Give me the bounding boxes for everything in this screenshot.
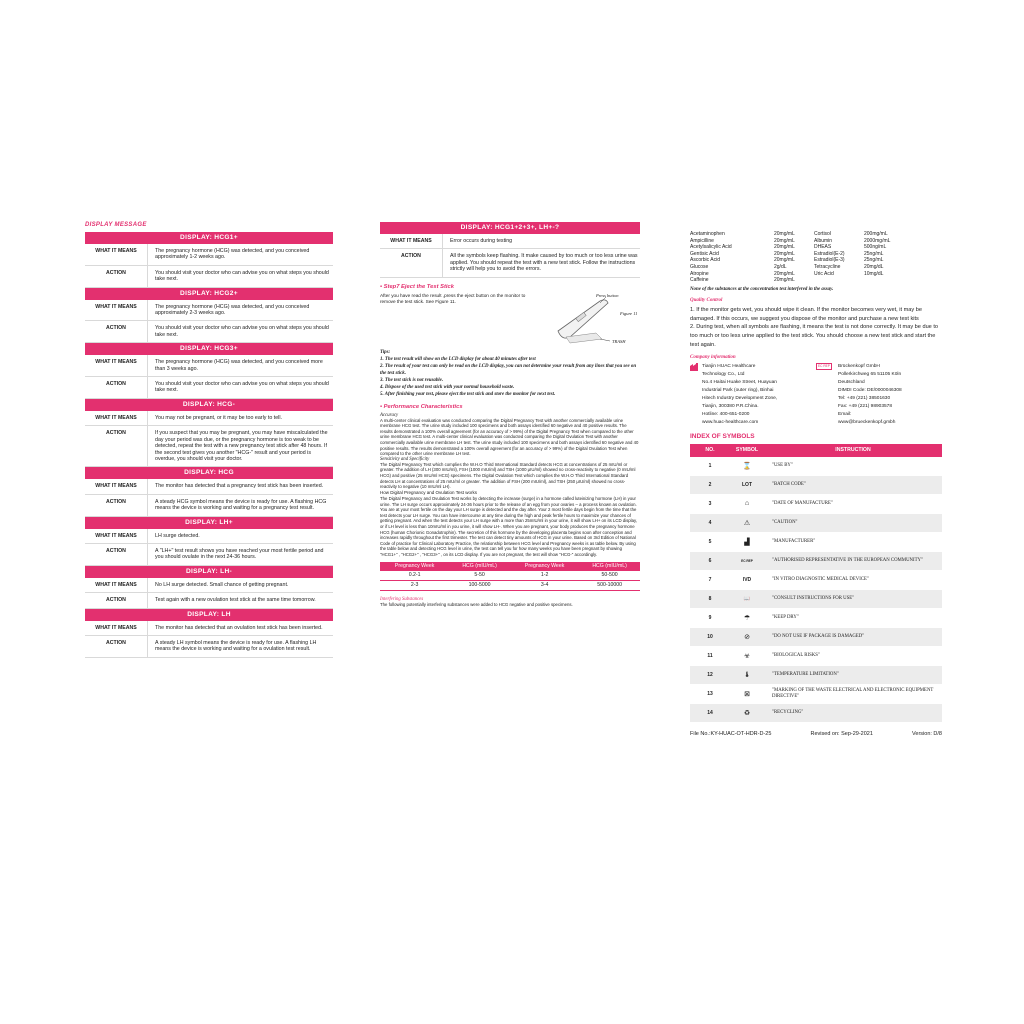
substance-cell: 20mg/mL (774, 231, 795, 237)
revised-date: Revised on: Sep-29-2021 (810, 730, 873, 737)
substance-cell: 20mg/mL (774, 270, 795, 277)
company-line: Industrial Park (outer ring), Binhai (702, 387, 774, 393)
block-header: DISPLAY: HCG1+ (85, 232, 333, 244)
display-blocks (85, 232, 333, 658)
means-text: The pregnancy hormone (HCG) was detected, and you conceived approximately 2-3 weeks ago. (155, 303, 310, 317)
substance-cell: 20mg/mL (774, 257, 795, 264)
symbol-instruction: "RECYCLING" (764, 703, 942, 722)
symbol-instruction: "CONSULT INSTRUCTIONS FOR USE" (764, 589, 942, 608)
interfering-title: Interfering Substances (380, 596, 424, 602)
company-title: Company information (690, 354, 736, 360)
means-label: WHAT IT MEANS (85, 355, 148, 376)
symbol-instruction: "BATCH CODE" (764, 475, 942, 494)
table-cell: 500-10000 (579, 580, 640, 590)
symbol-instruction: "KEEP DRY" (764, 608, 942, 627)
symbol-number: 11 (690, 646, 730, 665)
substance-cell (864, 277, 942, 284)
symbol-icon: ☂ (730, 608, 764, 627)
pregnancy-week-table (380, 562, 640, 591)
how-text: The Digital Pregnancy and Ovulation Test works by detecting the increase (surge) in a hormone called luteinizing hormone (LH) in your urine. The LH surge occurs approximately 24-36 hours prior to the release of an egg from your ovaries – a process known as ovulation. You are at your most fertile on the day your LH surge is detected and the day after. Your 2 most fertile days begin from the time that the test detects your LH surge. You can have intercourse at any time during the high and peak fertile hours to maximize your chances of getting pregnant. And when the test detects your LH surge with a more than 25mIU/ml in your urine, it will show LH+ on its LCD display, or if LH level is less than 10mIU/ml in you urine, it will show LH-. When you are pregnant, your body produces the pregnancy hormone HCG (human Chorionic Gonadotrophin). The secretion of this hormone by the developing placenta begins soon after conception and increases rapidly throughout the first trimester. The test can detect tiny amounts of HCG in your urine. Based on 3rd Edition of National Code of practice for Clinical Laboratory Practice, the relationship between HCG level and Pregnancy weeks is as table below. By using the table below and detecting HCG level in urine, the test can tell you for how many weeks you have been pregnant by showing "HCG1+" , "HCG2+" , "HCG3+" , on its LCD display. If you are not pregnant, the test will show "HCG-" accordingly. (380, 496, 638, 557)
symbol-row (690, 475, 942, 494)
means-label: WHAT IT MEANS (85, 621, 148, 635)
right-column (690, 231, 942, 737)
means-text: LH surge detected. (155, 532, 200, 539)
action-label: ACTION (380, 249, 443, 276)
substance-cell (814, 277, 864, 284)
substance-cell: Atropine (690, 270, 709, 277)
symbol-icon: LOT (730, 475, 764, 494)
block-header: DISPLAY: HCG3+ (85, 343, 333, 355)
ec-rep-label: EC REP (818, 363, 830, 368)
substance-cell: Tetracycline (814, 263, 841, 270)
means-text: The pregnancy hormone (HCG) was detected, and you conceived approximately 1-2 weeks ago. (155, 248, 310, 261)
substance-cell: 20mg/dL (864, 263, 884, 270)
company-line: Tel: +49 (221) 38501630 (838, 395, 891, 401)
action-row (85, 426, 333, 467)
substance-cell: Glucose (690, 263, 709, 270)
symbol-row (690, 494, 942, 513)
version: Version: D/8 (912, 730, 942, 737)
symbol-number: 8 (690, 589, 730, 608)
symbol-icon: ⚠ (730, 513, 764, 532)
symbol-row (690, 457, 942, 476)
substance-cell: Cortisol (814, 231, 831, 237)
figure-label-press: Press button (596, 292, 619, 298)
action-label: ACTION (85, 495, 148, 516)
symbol-row (690, 570, 942, 589)
symbol-row (690, 608, 942, 627)
display-block (85, 399, 333, 467)
means-row (85, 244, 333, 266)
action-label: ACTION (85, 321, 148, 342)
substance-cell: Acetylsalicylic Acid (690, 244, 732, 251)
symbol-number: 3 (690, 494, 730, 513)
means-text: The monitor has detected that an ovulation test stick has been inserted. (155, 624, 323, 631)
symbol-icon: ⊠ (730, 684, 764, 703)
section-title: DISPLAY MESSAGE (85, 222, 147, 228)
action-text: You should visit your doctor who can advise you on what steps you should take next. (155, 381, 329, 394)
symbol-number: 14 (690, 703, 730, 722)
symbols-header-cell: INSTRUCTION (764, 444, 942, 457)
symbol-row (690, 646, 942, 665)
accuracy-title: Accuracy (380, 412, 399, 418)
symbol-number: 9 (690, 608, 730, 627)
symbol-number: 10 (690, 627, 730, 646)
substance-cell: Gentisic Acid (690, 250, 719, 257)
perf-title-text: Performance Characteristics (383, 403, 463, 410)
table-cell: 5-50 (449, 571, 510, 581)
symbol-row (690, 513, 942, 532)
none-note: None of the substances at the concentration test interfered in the assay. (690, 286, 834, 292)
table-cell: 50-500 (579, 571, 640, 581)
company-line: Tianjin HUAC Healthcare (702, 363, 756, 369)
symbol-number: 12 (690, 665, 730, 684)
symbol-number: 7 (690, 570, 730, 589)
table-cell: 1-2 (510, 571, 579, 581)
company-line: www.huac-healthcare.com (702, 419, 759, 425)
symbols-table-body (690, 457, 942, 723)
symbols-header-cell: SYMBOL (730, 444, 764, 457)
action-label: ACTION (85, 636, 148, 657)
company-info (690, 363, 942, 427)
substance-cell: 20mg/mL (774, 277, 795, 284)
substance-cell: Albumin (814, 237, 833, 244)
display-block (85, 467, 333, 516)
symbol-icon: ⌛ (730, 457, 764, 476)
error-block (380, 222, 640, 278)
action-text: A "LH+" test result shows you have reached your most fertile period and you should ovulate in the next 24-36 hours. (155, 547, 324, 561)
means-label: WHAT IT MEANS (85, 411, 148, 425)
symbol-instruction: "BIOLOGICAL RISKS" (764, 646, 942, 665)
display-block (85, 288, 333, 344)
symbol-instruction: "AUTHORISED REPRESENTATIVE IN THE EUROPEAN COMMUNITY" (764, 551, 942, 570)
symbol-number: 2 (690, 475, 730, 494)
company-line: Deutschland (838, 379, 865, 385)
table-cell: 0.2-1 (380, 571, 449, 581)
qc-text-1: 1. If the monitor gets wet, you should wipe it clean. If the monitor becomes very wet, it may be damaged. If this occurs, we suggest you dispose of the monitor and purchase a new test kits (690, 306, 922, 322)
symbol-instruction: "DO NOT USE IF PACKAGE IS DAMAGED" (764, 627, 942, 646)
perf-title: • Performance Characteristics (380, 403, 463, 410)
means-row (85, 529, 333, 544)
ec-rep-icon (816, 363, 838, 427)
company-line: Hitech Industry Development Zone, (702, 395, 778, 401)
substance-cell: Estradiol(E-2) (814, 250, 845, 257)
symbol-instruction: "MANUFACTURER" (764, 532, 942, 551)
symbol-icon: ☣ (730, 646, 764, 665)
means-text: Error occurs during testing (450, 238, 513, 244)
means-row (85, 411, 333, 426)
symbol-icon: 🌡 (730, 665, 764, 684)
action-row (85, 593, 333, 608)
manufacturer-lines (702, 363, 777, 427)
block-header: DISPLAY: HCG- (85, 399, 333, 411)
action-text: A steady LH symbol means the device is ready for use. A flashing LH means the device is working and waiting for a ovulation test result. (155, 639, 317, 653)
display-block (85, 343, 333, 399)
tip-item: 2. The result of your test can only be read on the LCD display, you can not determine your result from any lines that you see on the test stick. (380, 363, 637, 376)
means-row (85, 355, 333, 377)
symbol-icon: IVD (730, 570, 764, 589)
substance-cell: DHEAS (814, 244, 832, 251)
pregnancy-table-header (380, 562, 640, 571)
block-header: DISPLAY: HCG2+ (85, 288, 333, 300)
tip-item: 1. The test result will show on the LCD display for about 40 minutes after test (380, 356, 536, 362)
company-line: DIMDI Code: DE/0000046308 (838, 387, 902, 393)
step7-section (380, 293, 640, 347)
company-line: Fax: +49 (221) 98903578 (838, 403, 893, 409)
symbol-row (690, 665, 942, 684)
action-text: Test again with a new ovulation test stick at the same time tomorrow. (155, 597, 316, 604)
symbol-number: 4 (690, 513, 730, 532)
means-label: WHAT IT MEANS (85, 578, 148, 592)
block-header: DISPLAY: HCG1+2+3+, LH+-? (380, 222, 640, 234)
symbol-row (690, 589, 942, 608)
table-cell: 3-4 (510, 580, 579, 590)
accuracy-text: A multi-center clinical evaluation was conducted comparing the Digital Pregnancy Test with another commercially available urine membrane HCG test. The urine study included 100 specimens and both assays identified 60 negative and 40 positive results. The results demonstrated a 100% overall agreement (for an accuracy of > 99%) of the Digital Pregnancy Test when compared to the other urine membrane HCG test. A multi-center clinical evaluation was conducted comparing the Digital Ovulation Test with another commercially available urine membrane LH test. The urine study included 100 specimens and both assays identified 60 negative and 40 positive results. The results demonstrated a 100% overall agreement (for an accuracy of > 99%) of the Digital Ovulation Test when compared to the other urine membrane LH test. (380, 417, 639, 457)
sensitivity-text: The Digital Pregnancy Test which complies the W.H.O Third International Standard detects HCG at concentrations of 25 mIU/ml or greater. The addition of LH (300 mIU/ml), FSH (1000 mIU/ml) and TSH (1000 μIU/ml) showed no cross-reactivity to negative (0 mIU/ml HCG) and positive (25 mIU/ml HCG) specimens. The Digital Ovulation Test which complies the W.H.O Third International Standard detects LH at concentrations of 25 mIU/ml or greater. The addition of FSH (200 mIU/ml), and TSH (250 μIU/ml) showed no cross-reactivity to negative (10 mIU/ml LH). (380, 461, 636, 490)
symbol-row (690, 551, 942, 570)
substance-cell: 2g/dL (774, 263, 787, 270)
means-text: No LH surge detected. Small chance of getting pregnant. (155, 581, 289, 588)
action-row (85, 495, 333, 517)
sensitivity-title: Sensitivity and Specificity (380, 456, 430, 462)
symbol-number: 1 (690, 457, 730, 476)
action-label: ACTION (85, 426, 148, 466)
substance-cell: 20mg/mL (774, 237, 795, 244)
manufacturer-info (690, 363, 816, 427)
company-line: Pollerkirchweg 65 51105 Köln (838, 371, 902, 377)
step7-title: • Step7 Eject the Test Stick (380, 283, 454, 290)
action-row (85, 321, 333, 343)
substance-cell: 10mg/dL (864, 270, 884, 277)
symbol-instruction: "USE BY" (764, 457, 942, 476)
means-text: The pregnancy hormone (HCG) was detected, and you conceived more than 3 weeks ago. (155, 359, 323, 372)
display-block (85, 517, 333, 566)
tip-item: 5. After finishing your test, please eject the test stick and store the monitor for next test. (380, 391, 556, 397)
action-row (85, 377, 333, 399)
substance-cell: Ampicilline (690, 237, 714, 244)
figure-11 (540, 293, 640, 347)
substance-cell: 25ng/mL (864, 250, 884, 257)
action-row (85, 636, 333, 658)
company-line: Brückenkopf GmbH (838, 363, 880, 369)
symbol-icon: 📖 (730, 589, 764, 608)
table-row (380, 580, 640, 590)
company-line: Hotline: 400-651-0200 (702, 411, 750, 417)
action-text: You should visit your doctor who can advise you on what steps you should take next. (155, 325, 329, 338)
substance-cell: Acetaminophen (690, 231, 725, 237)
tip-item: 3. The test stick is not reusable. (380, 377, 444, 383)
manufacturer-icon (690, 363, 702, 427)
action-text: A steady HCG symbol means the device is ready for use. A flashing HCG means the device is working and waiting for a pregnancy test result. (155, 498, 327, 512)
symbol-row (690, 532, 942, 551)
substance-cell: 20mg/mL (774, 250, 795, 257)
symbol-number: 6 (690, 551, 730, 570)
symbols-header-cell: NO. (690, 444, 730, 457)
display-block (85, 566, 333, 609)
action-label: ACTION (85, 266, 148, 287)
substance-cell: Uric Acid (814, 270, 834, 277)
means-label: WHAT IT MEANS (85, 300, 148, 321)
index-title: INDEX OF SYMBOLS (690, 432, 755, 440)
action-label: ACTION (85, 544, 148, 565)
ec-rep-lines (838, 363, 902, 427)
means-row (85, 300, 333, 322)
symbol-icon: ♻ (730, 703, 764, 722)
tips-list (380, 356, 640, 398)
company-line: Tianjin, 300380 P.R.China. (702, 403, 759, 409)
substance-cell: 2000mg/mL (864, 237, 891, 244)
company-line: No.4 Haitai Huake Street, Huayuan (702, 379, 777, 385)
substance-cell: Estradiol(E-3) (814, 257, 845, 264)
display-block (85, 232, 333, 288)
block-header: DISPLAY: LH+ (85, 517, 333, 529)
substance-cell: 20mg/mL (774, 244, 795, 251)
middle-column (380, 222, 640, 608)
action-text: If you suspect that you may be pregnant, you may have miscalculated the day your period was due, or the pregnancy hormone is too weak to be detected, repeat the test with a new pregnancy test stick after 48 hours. If the second test gives you another "HCG-" result and your period is overdue, you should visit your doctor. (155, 430, 328, 462)
table-row (380, 571, 640, 581)
display-message-column (85, 222, 333, 658)
qc-text-2: 2. During test, when all symbols are flashing, it means the test is not done correctly. It may be due to too much or too less urine applied to the test stick. You should choose a new test stick and start the test again. (690, 324, 939, 348)
action-row (380, 249, 640, 277)
table-header-cell: Pregnancy Week (510, 562, 579, 571)
substance-cell: Caffeine (690, 277, 709, 284)
how-title: How Digital Pregnancy and Ovulation Test works (380, 489, 477, 495)
action-label: ACTION (85, 377, 148, 398)
footer (690, 731, 942, 737)
action-row (85, 544, 333, 566)
means-row (85, 479, 333, 494)
means-row (85, 621, 333, 636)
interfering-text: The following potentially interfering substances were added to HCG negative and positive specimens. (380, 601, 573, 607)
symbol-number: 13 (690, 684, 730, 703)
means-label: WHAT IT MEANS (85, 529, 148, 543)
company-line: Technology Co., Ltd (702, 371, 745, 377)
block-header: DISPLAY: HCG (85, 467, 333, 479)
means-row (380, 234, 640, 249)
symbols-table (690, 444, 942, 723)
step7-text: After you have read the result ,press the eject button on the monitor to remove the test stick. See Figure 11. (380, 292, 526, 304)
table-cell: 100-5000 (449, 580, 510, 590)
means-label: WHAT IT MEANS (380, 234, 443, 248)
company-line: Email: (838, 411, 852, 417)
table-cell: 2-3 (380, 580, 449, 590)
substance-cell: 25ng/mL (864, 257, 884, 264)
symbols-table-header (690, 444, 942, 457)
block-header: DISPLAY: LH- (85, 566, 333, 578)
symbol-instruction: "CAUTION" (764, 513, 942, 532)
company-line: www@brueckenkopf.gmbh (838, 419, 896, 425)
table-header-cell: HCG (mIU/mL) (449, 562, 510, 571)
display-block (85, 609, 333, 658)
action-label: ACTION (85, 593, 148, 607)
means-text: The monitor has detected that a pregnancy test stick has been inserted. (155, 483, 324, 490)
action-text: All the symbols keep flashing. It make caused by too much or too less urine was applied. You should repeat the test with a new test stick. Follow the instructions strictly will help you to avoid the errors. (450, 253, 638, 273)
symbol-instruction: "IN VITRO DIAGNOSTIC MEDICAL DEVICE" (764, 570, 942, 589)
figure-label-number: Figure 11 (620, 310, 638, 316)
figure-label-trash: TRASH (612, 338, 626, 344)
tip-item: 4. Dispose of the used test stick with your normal household waste. (380, 384, 515, 390)
symbol-icon: ⌂ (730, 494, 764, 513)
substance-cell: Ascorbic Acid (690, 257, 721, 264)
substance-cell: 200mg/mL (864, 231, 888, 237)
symbol-icon: EC REP (730, 551, 764, 570)
substance-cell: 500ng/mL (864, 244, 887, 251)
means-text: You may not be pregnant, or it may be too early to tell. (155, 414, 283, 421)
tips-title: Tips: (380, 349, 391, 355)
qc-title: Quality Control (690, 297, 723, 303)
symbol-number: 5 (690, 532, 730, 551)
step7-title-text: Step7 Eject the Test Stick (383, 283, 454, 290)
file-number: File No.:KY-HUAC-OT-HDR-D-25 (690, 730, 772, 737)
block-header: DISPLAY: LH (85, 609, 333, 621)
symbol-row (690, 703, 942, 722)
symbol-icon: ▟ (730, 532, 764, 551)
symbol-instruction: "TEMPERATURE LIMITATION" (764, 665, 942, 684)
symbol-row (690, 627, 942, 646)
ec-rep-info (816, 363, 942, 427)
symbol-icon: ⊘ (730, 627, 764, 646)
symbol-row (690, 684, 942, 703)
means-label: WHAT IT MEANS (85, 244, 148, 265)
symbol-instruction: "MARKING OF THE WASTE ELECTRICAL AND ELECTRONIC EQUIPMENT DIRECTIVE" (764, 684, 942, 703)
symbol-instruction: "DATE OF MANUFACTURE" (764, 494, 942, 513)
means-row (85, 578, 333, 593)
interfering-substances-list (690, 231, 942, 284)
action-row (85, 266, 333, 288)
action-text: You should visit your doctor who can advise you on what steps you should take next. (155, 269, 329, 283)
means-label: WHAT IT MEANS (85, 479, 148, 493)
table-header-cell: Pregnancy Week (380, 562, 449, 571)
table-header-cell: HCG (mIU/mL) (579, 562, 640, 571)
pregnancy-table-body (380, 571, 640, 591)
